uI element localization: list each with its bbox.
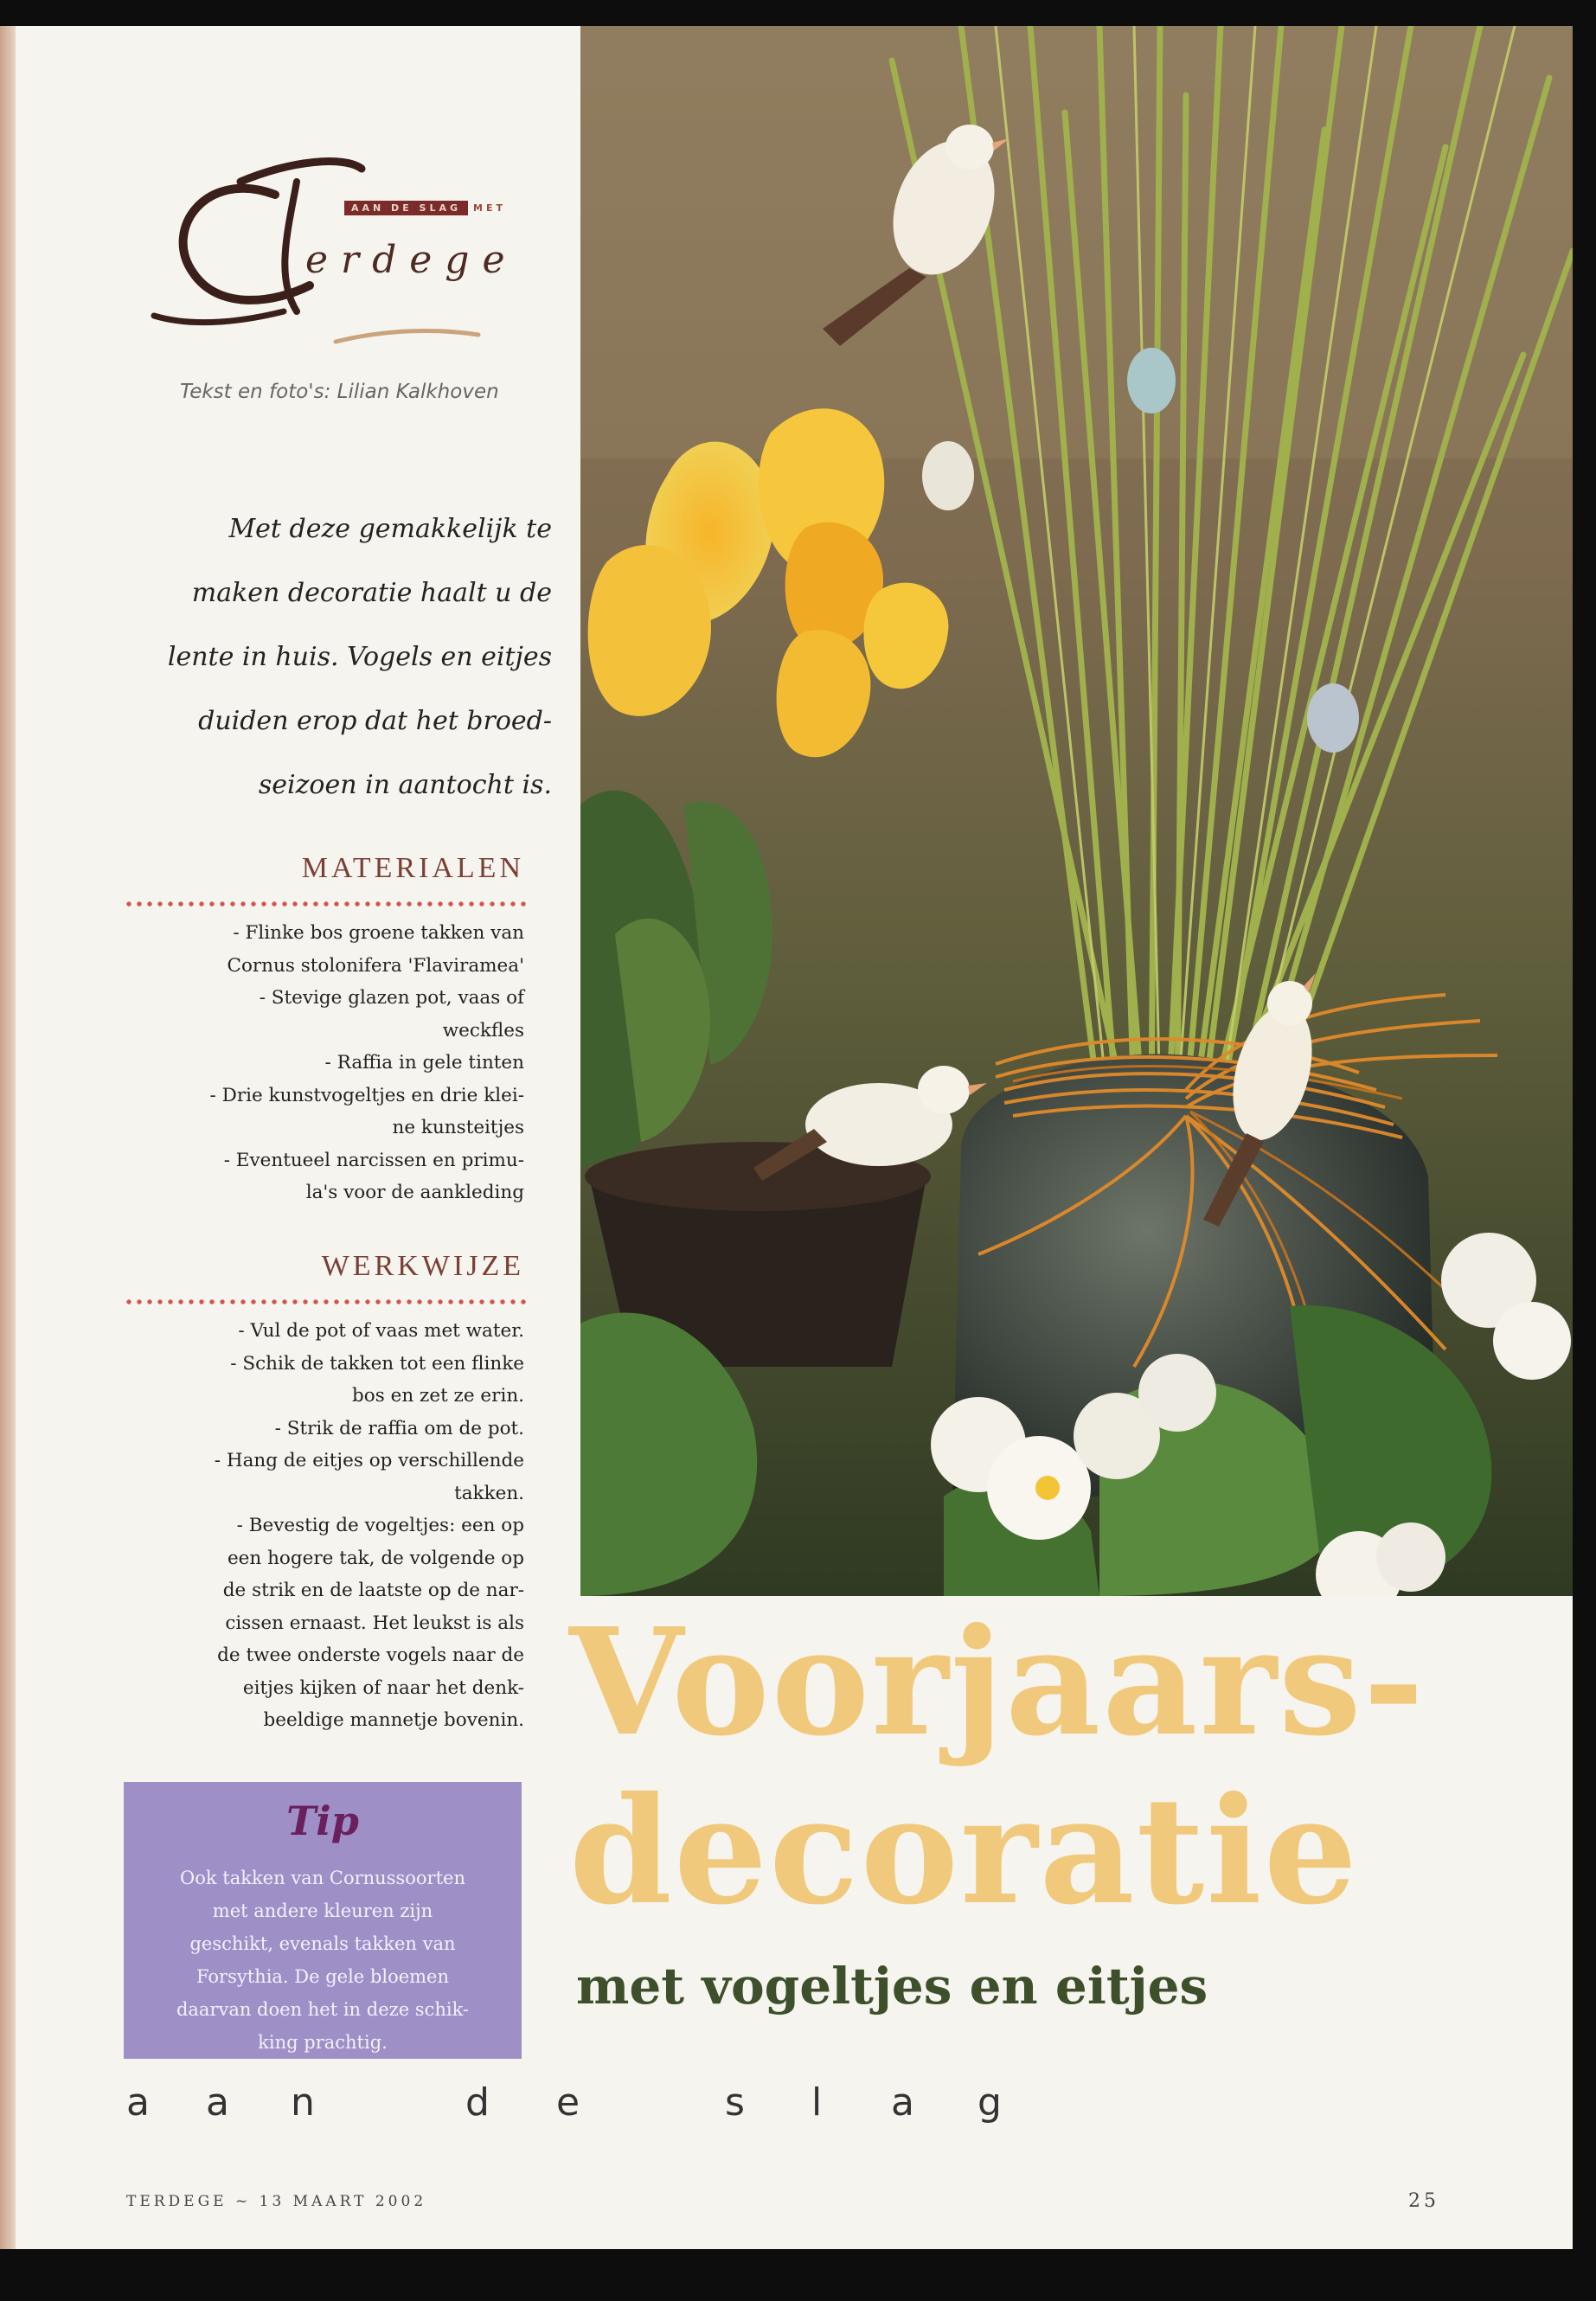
- decoration-photo: [580, 26, 1573, 1596]
- section-letter: a: [891, 2080, 914, 2125]
- method-divider: [124, 1298, 530, 1306]
- publication-footer: TERDEGE ~ 13 MAART 2002: [126, 2193, 427, 2210]
- section-letter: n: [291, 2080, 315, 2125]
- section-letter: s: [725, 2080, 745, 2125]
- list-item: de strik en de laatste op de nar-: [222, 1580, 524, 1601]
- headline-line-2: decoratie: [569, 1765, 1359, 1938]
- section-letter: l: [811, 2080, 823, 2125]
- logo-tag-box: AAN DE SLAG: [344, 201, 468, 215]
- list-item: ne kunsteitjes: [392, 1117, 524, 1138]
- list-item: weckfles: [442, 1019, 524, 1042]
- section-letter: d: [465, 2080, 490, 2125]
- subheadline: met vogeltjes en eitjes: [576, 1957, 1208, 2016]
- headline-line-1: Voorjaars-: [569, 1596, 1426, 1769]
- logo-tag-suffix: MET: [473, 202, 506, 214]
- section-letter: a: [206, 2080, 229, 2125]
- tip-line: Ook takken van Cornussoorten: [180, 1868, 465, 1888]
- tip-box: [124, 1782, 522, 2059]
- list-item: de twee onderste vogels naar de: [217, 1644, 524, 1666]
- list-item: cissen ernaast. Het leukst is als: [225, 1612, 524, 1634]
- list-item: - Flinke bos groene takken van: [233, 922, 524, 944]
- intro-line: maken decoratie haalt u de: [191, 578, 552, 608]
- materials-heading: MATERIALEN: [301, 852, 524, 884]
- page-number: 25: [1408, 2190, 1439, 2212]
- materials-list: [118, 917, 524, 1209]
- intro-line: Met deze gemakkelijk te: [228, 514, 552, 544]
- photo-illustration: [580, 26, 1573, 1596]
- tip-line: daarvan doen het in deze schik-: [176, 1999, 470, 2020]
- section-letter: e: [556, 2080, 580, 2125]
- list-item: eitjes kijken of naar het denk-: [242, 1676, 524, 1699]
- list-item: bos en zet ze erin.: [352, 1385, 524, 1407]
- terdege-logo: [145, 134, 543, 359]
- tip-line: met andere kleuren zijn: [212, 1900, 433, 1921]
- tip-line: Forsythia. De gele bloemen: [195, 1966, 450, 1987]
- list-item: - Vul de pot of vaas met water.: [238, 1320, 524, 1342]
- tip-title: Tip: [286, 1798, 359, 1844]
- list-item: - Eventueel narcissen en primu-: [223, 1149, 524, 1171]
- list-item: - Schik de takken tot een flinke: [230, 1352, 524, 1375]
- tip-line: geschikt, evenals takken van: [189, 1933, 456, 1954]
- list-item: - Hang de eitjes op verschillende: [214, 1450, 524, 1471]
- list-item: een hogere tak, de volgende op: [227, 1547, 524, 1569]
- materials-divider: [124, 900, 530, 908]
- intro-line: seizoen in aantocht is.: [258, 770, 552, 800]
- intro-line: duiden erop dat het broed-: [198, 706, 552, 736]
- list-item: Cornus stolonifera 'Flaviramea': [227, 954, 524, 977]
- list-item: - Strik de raffia om de pot.: [274, 1417, 524, 1439]
- tip-line: king prachtig.: [258, 2032, 388, 2053]
- list-item: takken.: [454, 1482, 524, 1504]
- logo-tagline: [344, 201, 506, 215]
- intro-text: [119, 497, 552, 817]
- list-item: la's voor de aankleding: [305, 1182, 524, 1203]
- list-item: - Raffia in gele tinten: [324, 1052, 524, 1074]
- author-credit: Tekst en foto's: Lilian Kalkhoven: [180, 381, 499, 403]
- method-heading: WERKWIJZE: [321, 1250, 524, 1282]
- page-edge: [0, 26, 16, 2249]
- tip-body: [137, 1862, 509, 2059]
- list-item: - Stevige glazen pot, vaas of: [259, 987, 524, 1009]
- logo-wordmark: erdege: [305, 238, 518, 282]
- magazine-page: [16, 26, 1573, 2249]
- list-item: - Bevestig de vogeltjes: een op: [236, 1515, 524, 1536]
- section-letter: a: [126, 2080, 150, 2125]
- list-item: beeldige mannetje bovenin.: [263, 1709, 524, 1731]
- list-item: - Drie kunstvogeltjes en drie klei-: [209, 1084, 524, 1106]
- method-list: [118, 1315, 524, 1737]
- section-letter: g: [977, 2080, 1002, 2125]
- intro-line: lente in huis. Vogels en eitjes: [167, 642, 552, 672]
